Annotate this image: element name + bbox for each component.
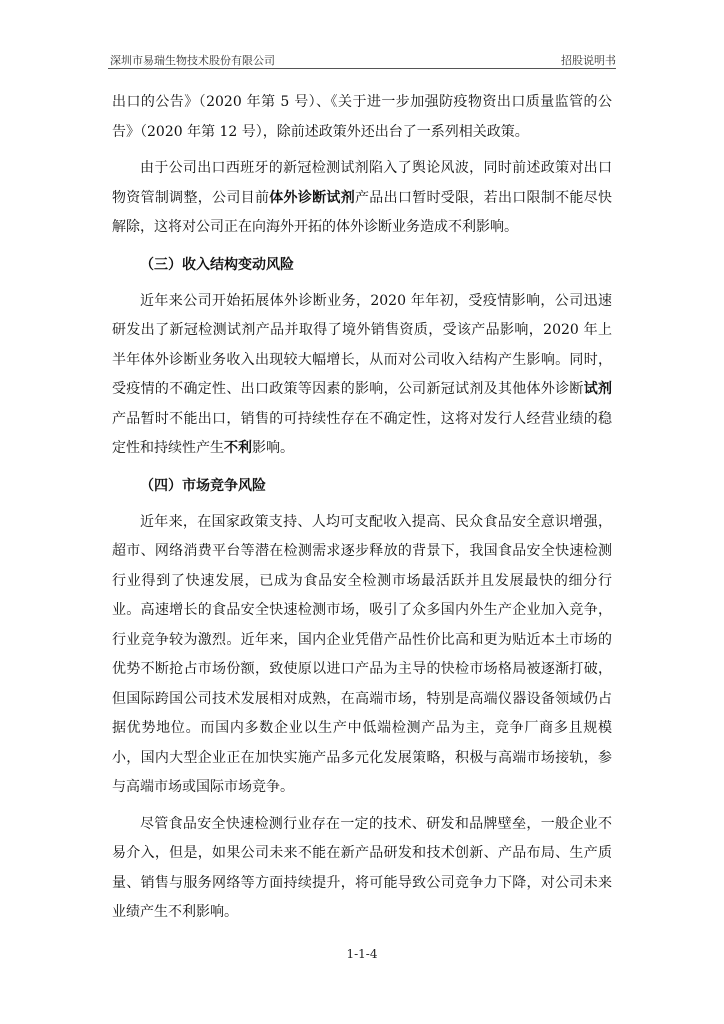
header-document-type: 招股说明书 (561, 54, 616, 67)
section-heading-3: （三）收入结构变动风险 (140, 256, 294, 273)
header-company-name: 深圳市易瑞生物技术股份有限公司 (110, 54, 275, 67)
paragraph-2-text-a: 由于公司出口西班牙的新冠检测试剂陷入了舆论风波，同时前述政策对出口物资管制调整，公司目前 (112, 160, 612, 206)
paragraph-2-bold: 体外诊断试剂 (269, 189, 356, 206)
paragraph-4: 近年来，在国家政策支持、人均可支配收入提高、民众食品安全意识增强，超市、网络消费平台等潜在检测需求逐步释放的背景下，我国食品安全快速检测行业得到了快速发展，已成为食品安全检测市场最活跃并且发展最快的细分行业。高速增长的食品安全快速检测市场，吸引了众多国内外生产企业加入竞争，行业竞争较为激烈。近年来，国内企业凭借产品性价比高和更为贴近本土市场的优势不断抢占市场份额，致使原以进口产品为主导的快检市场格局被逐渐打破，但国际跨国公司技术发展相对成熟，在高端市场，特别是高端仪器设备领域仍占据优势地位。而国内多数企业以生产中低端检测产品为主，竞争厂商多且规模小，国内大型企业正在加快实施产品多元化发展策略，积极与高端市场接轨，参与高端市场或国际市场竞争。 (112, 513, 612, 795)
paragraph-2 (112, 154, 612, 243)
paragraph-5: 尽管食品安全快速检测行业存在一定的技术、研发和品牌壁垒，一般企业不易介入，但是，如果公司未来不能在新产品研发和技术创新、产品布局、生产质量、销售与服务网络等方面持续提升，将可能导致公司竞争力下降，对公司未来业绩产生不利影响。 (112, 815, 612, 920)
paragraph-3-text-a: 近年来公司开始拓展体外诊断业务，2020 年年初，受疫情影响，公司迅速研发出了新冠检测试剂产品并取得了境外销售资质，受该产品影响，2020 年上半年体外诊断业务收入出现较大幅增长，从而对公司收入结构产生影响。同时，受疫情的不确定性、出口政策等因素的影响，公司新冠试剂及其他体外诊断 (112, 292, 612, 397)
paragraph-3-bold-2: 不利 (224, 440, 252, 456)
paragraph-2-text-b: 产品出口暂时受限，若出口限制不能尽快解除，这将对公司正在向海外开拓的体外诊断业务造成不利影响。 (112, 189, 613, 235)
page-header (108, 50, 616, 70)
paragraph-3-text-c: 影响。 (252, 440, 294, 456)
paragraph-3-text-b: 产品暂时不能出口，销售的可持续性存在不确定性，这将对发行人经营业绩的稳定性和持续性产生 (112, 410, 612, 456)
section-heading-4: （四）市场竞争风险 (140, 477, 266, 494)
paragraph-3-bold-1: 试剂 (583, 381, 613, 397)
paragraph-1: 出口的公告》（2020 年第 5 号）、《关于进一步加强防疫物资出口质量监管的公告》（2020 年第 12 号），除前述政策外还出台了一系列相关政策。 (112, 94, 612, 140)
paragraph-3 (112, 287, 612, 464)
page-number: 1-1-4 (346, 947, 378, 961)
document-body (112, 88, 612, 928)
header-divider (108, 68, 616, 69)
